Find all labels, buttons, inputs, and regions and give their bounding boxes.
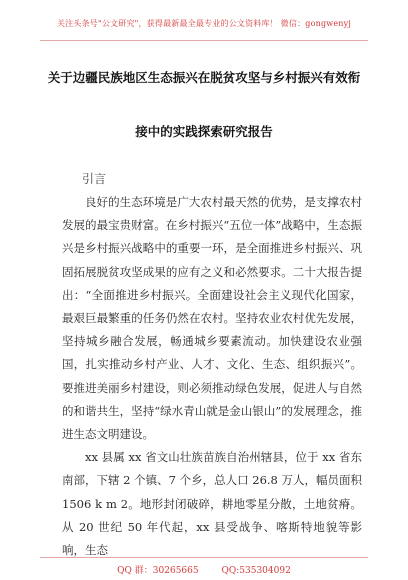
document-body <box>62 191 362 562</box>
header-divider <box>40 40 368 41</box>
footer <box>0 563 408 576</box>
section-heading: 引言 <box>82 172 107 186</box>
footer-qq: QQ:535304092 <box>221 566 291 576</box>
footer-qq-group: QQ 群：30265665 <box>117 566 199 576</box>
paragraph-2: xx 县属 xx 省文山壮族苗族自治州辖县，位于 xx 省东南部，下辖 2 个镇、7 个乡，总人口 26.8 万人，幅员面积 1506 k m 2。地形封闭破碎，耕地零星分散，土地贫瘠。从 20 世纪 50 年代起，xx 县受战争、喀斯特地貌等影响，生态 <box>62 450 363 558</box>
document-title-line-2: 接中的实践探索研究报告 <box>135 124 273 139</box>
paragraph-1: 良好的生态环境是广大农村最天然的优势，是支撑农村发展的最宝贵财富。在乡村振兴“五位一体”战略中，生态振兴是乡村振兴战略中的重要一环，是全面推进乡村振兴、巩固拓展脱贫攻坚成果的应有之义和必然要求。二十大报告提出：“全面推进乡村振兴。全面建设社会主义现代化国家，最艰巨最繁重的任务仍然在农村。坚持农业农村优先发展，坚持城乡融合发展，畅通城乡要素流动。加快建设农业强国，扎实推动乡村产业、人才、文化、生态、组织振兴”。要推进美丽乡村建设，则必须推动绿色发展，促进人与自然的和谐共生，坚持“绿水青山就是金山银山”的发展理念，推进生态文明建设。 <box>62 195 362 442</box>
document-title-line-1: 关于边疆民族地区生态振兴在脱贫攻坚与乡村振兴有效衔 <box>47 70 361 85</box>
footer-divider <box>40 557 368 558</box>
header-banner: 关注头条号"公文研究"，获得最新最全最专业的公文资料库！ 微信：gongwenyj <box>56 19 352 28</box>
